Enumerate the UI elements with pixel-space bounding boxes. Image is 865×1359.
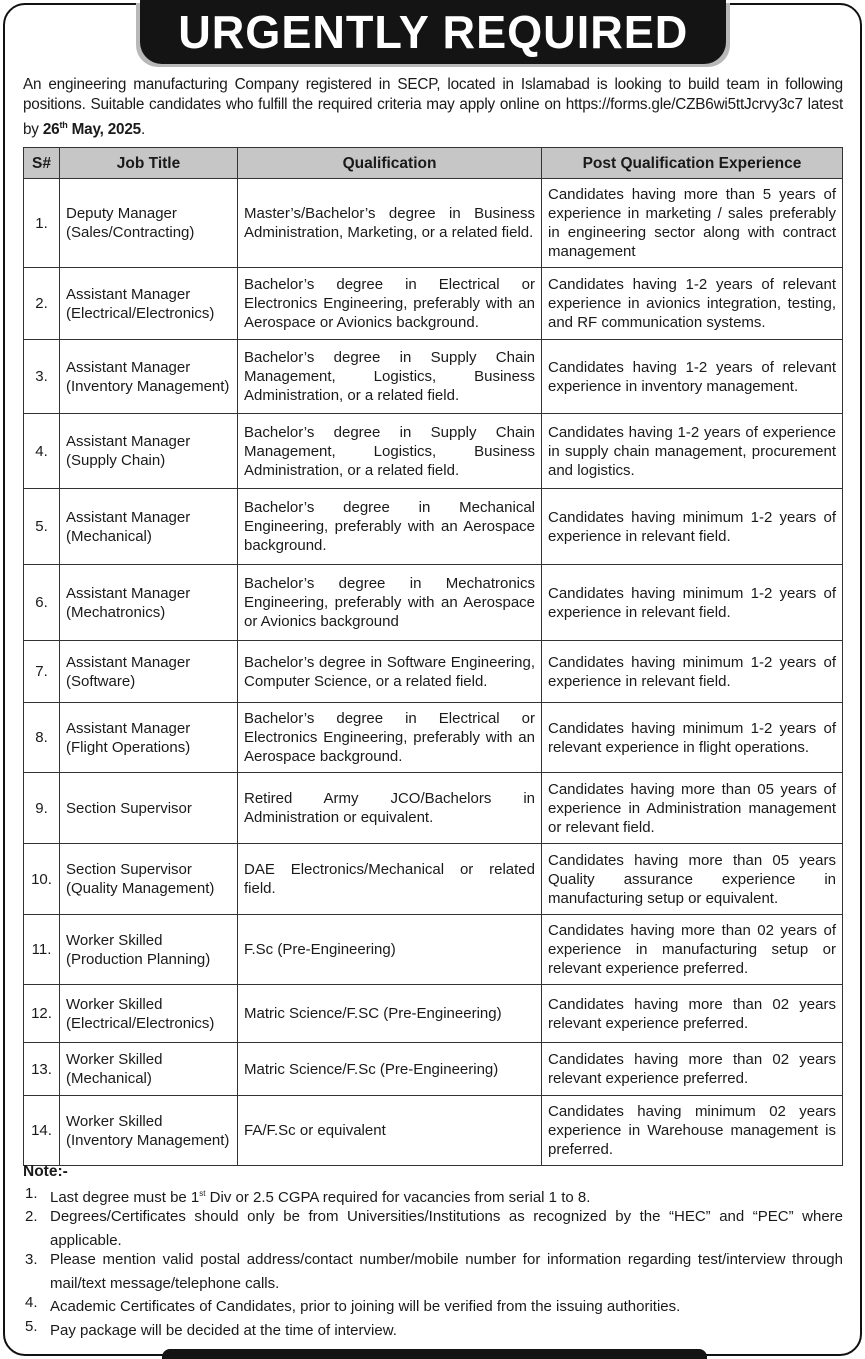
column-header-serial: S# — [24, 148, 60, 179]
experience-cell: Candidates having 1-2 years of relevant experience in inventory management. — [542, 340, 843, 414]
job-specialization: (Production Planning) — [66, 950, 211, 968]
experience-cell: Candidates having minimum 1-2 years of experience in relevant field. — [542, 565, 843, 641]
job-title-cell — [60, 179, 238, 268]
job-specialization: (Electrical/Electronics) — [66, 304, 215, 322]
deadline-date: 26th May, 2025 — [42, 120, 141, 139]
experience-cell: Candidates having minimum 1-2 years of experience in relevant field. — [542, 641, 843, 703]
job-title-cell — [60, 1043, 238, 1096]
job-specialization: (Sales/Contracting) — [66, 224, 195, 241]
job-specialization: (Mechanical) — [66, 527, 152, 545]
job-title: Section Supervisor — [66, 861, 192, 878]
qualification-cell: Retired Army JCO/Bachelors in Administration or equivalent. — [238, 773, 542, 844]
note-item — [23, 1207, 843, 1250]
note-number: 2. — [25, 1208, 38, 1225]
note-text: Last degree must be 1st Div or 2.5 CGPA required for vacancies from serial 1 to 8. — [50, 1188, 591, 1206]
column-header-job-title: Job Title — [60, 148, 238, 179]
table-row — [24, 703, 843, 773]
job-title: Assistant Manager — [66, 584, 191, 602]
serial-number: 4. — [24, 414, 60, 489]
qualification-cell: Bachelor’s degree in Electrical or Electronics Engineering, preferably with an Aerospace background. — [238, 703, 542, 773]
serial-number: 9. — [24, 773, 60, 844]
experience-cell: Candidates having more than 02 years of experience in manufacturing setup or relevant experience preferred. — [542, 915, 843, 985]
experience-cell: Candidates having minimum 02 years experience in Warehouse management is preferred. — [542, 1096, 843, 1166]
experience-cell: Candidates having minimum 1-2 years of relevant experience in flight operations. — [542, 703, 843, 773]
qualification-cell: Bachelor’s degree in Software Engineering, Computer Science, or a related field. — [238, 641, 542, 703]
table-row — [24, 340, 843, 414]
job-title: Worker Skilled — [66, 1051, 163, 1068]
serial-number: 11. — [24, 915, 60, 985]
job-title-cell — [60, 1096, 238, 1166]
experience-cell: Candidates having more than 05 years of experience in Administration management or relevant field. — [542, 773, 843, 844]
notes-list — [23, 1184, 843, 1341]
job-title-cell — [60, 340, 238, 414]
note-item — [23, 1184, 843, 1208]
table-row — [24, 773, 843, 844]
serial-number: 13. — [24, 1043, 60, 1096]
job-title: Assistant Manager — [66, 433, 191, 450]
experience-cell: Candidates having minimum 1-2 years of experience in relevant field. — [542, 489, 843, 565]
note-item — [23, 1317, 843, 1341]
qualification-cell: Bachelor’s degree in Supply Chain Management, Logistics, Business Administration, or a related field. — [238, 340, 542, 414]
table-row — [24, 844, 843, 915]
job-title-cell — [60, 414, 238, 489]
job-specialization: (Mechanical) — [66, 1070, 152, 1087]
serial-number: 7. — [24, 641, 60, 703]
serial-number: 1. — [24, 179, 60, 268]
column-header-qualification: Qualification — [238, 148, 542, 179]
experience-cell: Candidates having 1-2 years of relevant experience in avionics integration, testing, and RF communication systems. — [542, 268, 843, 340]
table-row — [24, 179, 843, 268]
table-row — [24, 1096, 843, 1166]
serial-number: 5. — [24, 489, 60, 565]
serial-number: 6. — [24, 565, 60, 641]
job-specialization: (Inventory Management) — [66, 377, 230, 395]
note-text: Degrees/Certificates should only be from Universities/Institutions as recognized by the “HEC” and “PEC” where applicable. — [50, 1208, 843, 1249]
title-banner — [140, 0, 726, 64]
job-title: Worker Skilled — [66, 1112, 163, 1130]
serial-number: 2. — [24, 268, 60, 340]
note-item — [23, 1293, 843, 1317]
table-row — [24, 268, 843, 340]
serial-number: 3. — [24, 340, 60, 414]
job-title-cell — [60, 641, 238, 703]
experience-cell: Candidates having more than 5 years of experience in marketing / sales preferably in engineering sector along with contract management — [542, 179, 843, 268]
job-specialization: (Inventory Management) — [66, 1131, 230, 1149]
table-row — [24, 641, 843, 703]
qualification-cell: FA/F.Sc or equivalent — [238, 1096, 542, 1166]
notes-heading: Note:- — [23, 1163, 68, 1180]
bottom-decoration-bar — [162, 1349, 707, 1359]
note-number: 4. — [25, 1294, 38, 1311]
job-title: Assistant Manager — [66, 719, 191, 737]
intro-text: An engineering manufacturing Company registered in SECP, located in Islamabad is looking to build team in following positions. Suitable candidates who fulfill the required criteria may apply online on https://forms.gle/CZB6wi5ttJcrvy3c7 latest by — [23, 76, 843, 139]
job-title: Assistant Manager — [66, 358, 191, 376]
job-title-cell — [60, 268, 238, 340]
serial-number: 10. — [24, 844, 60, 915]
table-row — [24, 414, 843, 489]
experience-cell: Candidates having more than 02 years relevant experience preferred. — [542, 985, 843, 1043]
qualification-cell: Matric Science/F.Sc (Pre-Engineering) — [238, 1043, 542, 1096]
serial-number: 12. — [24, 985, 60, 1043]
page-title: URGENTLY REQUIRED — [177, 6, 689, 58]
job-title: Assistant Manager — [66, 508, 191, 526]
column-header-experience: Post Qualification Experience — [542, 148, 843, 179]
job-specialization: (Flight Operations) — [66, 738, 191, 756]
job-title-cell — [60, 703, 238, 773]
job-title-cell — [60, 489, 238, 565]
experience-cell: Candidates having more than 05 years Quality assurance experience in manufacturing setup or equivalent. — [542, 844, 843, 915]
qualification-cell: Bachelor’s degree in Mechanical Engineering, preferably with an Aerospace background. — [238, 489, 542, 565]
job-title: Worker Skilled — [66, 931, 163, 949]
table-row — [24, 1043, 843, 1096]
job-title: Assistant Manager — [66, 285, 191, 303]
job-specialization: (Quality Management) — [66, 880, 215, 897]
table-row — [24, 985, 843, 1043]
job-specialization: (Software) — [66, 672, 136, 690]
qualification-cell: F.Sc (Pre-Engineering) — [238, 915, 542, 985]
positions-table — [23, 147, 843, 1166]
job-title-cell — [60, 844, 238, 915]
job-title: Assistant Manager — [66, 653, 191, 671]
note-number: 5. — [25, 1317, 38, 1335]
job-specialization: (Mechatronics) — [66, 603, 166, 621]
qualification-cell: Matric Science/F.SC (Pre-Engineering) — [238, 985, 542, 1043]
table-row — [24, 915, 843, 985]
job-title-cell — [60, 985, 238, 1043]
job-title-cell — [60, 565, 238, 641]
table-row — [24, 565, 843, 641]
qualification-cell: Bachelor’s degree in Supply Chain Management, Logistics, Business Administration, or a related field. — [238, 414, 542, 489]
job-title: Deputy Manager — [66, 205, 177, 222]
experience-cell: Candidates having more than 02 years relevant experience preferred. — [542, 1043, 843, 1096]
job-title: Worker Skilled — [66, 995, 163, 1013]
job-title: Section Supervisor — [66, 799, 192, 817]
qualification-cell: Bachelor’s degree in Mechatronics Engineering, preferably with an Aerospace or Avionics background — [238, 565, 542, 641]
serial-number: 14. — [24, 1096, 60, 1166]
note-item — [23, 1250, 843, 1293]
job-title-cell — [60, 773, 238, 844]
qualification-cell: Bachelor’s degree in Electrical or Electronics Engineering, preferably with an Aerospace or Avionics background. — [238, 268, 542, 340]
experience-cell: Candidates having 1-2 years of experience in supply chain management, procurement and logistics. — [542, 414, 843, 489]
serial-number: 8. — [24, 703, 60, 773]
job-specialization: (Electrical/Electronics) — [66, 1014, 215, 1032]
intro-paragraph: An engineering manufacturing Company registered in SECP, located in Islamabad is looking to build team in following positions. Suitable candidates who fulfill the required criteria may apply online on https://forms.gle/CZB6wi5ttJcrvy3c7 latest by 26th May, 2025. — [23, 76, 843, 139]
qualification-cell: DAE Electronics/Mechanical or related field. — [238, 844, 542, 915]
table-header-row — [24, 148, 843, 179]
table-row — [24, 489, 843, 565]
qualification-cell: Master’s/Bachelor’s degree in Business Administration, Marketing, or a related field. — [238, 179, 542, 268]
job-title-cell — [60, 915, 238, 985]
note-text: Please mention valid postal address/contact number/mobile number for information regarding test/interview through mail/text message/telephone calls. — [50, 1251, 843, 1292]
notes-section — [23, 1162, 843, 1340]
job-specialization: (Supply Chain) — [66, 452, 166, 469]
note-text: Pay package will be decided at the time of interview. — [50, 1321, 397, 1339]
note-text: Academic Certificates of Candidates, prior to joining will be verified from the issuing authorities. — [50, 1298, 681, 1315]
note-number: 1. — [25, 1184, 38, 1202]
note-number: 3. — [25, 1251, 38, 1268]
